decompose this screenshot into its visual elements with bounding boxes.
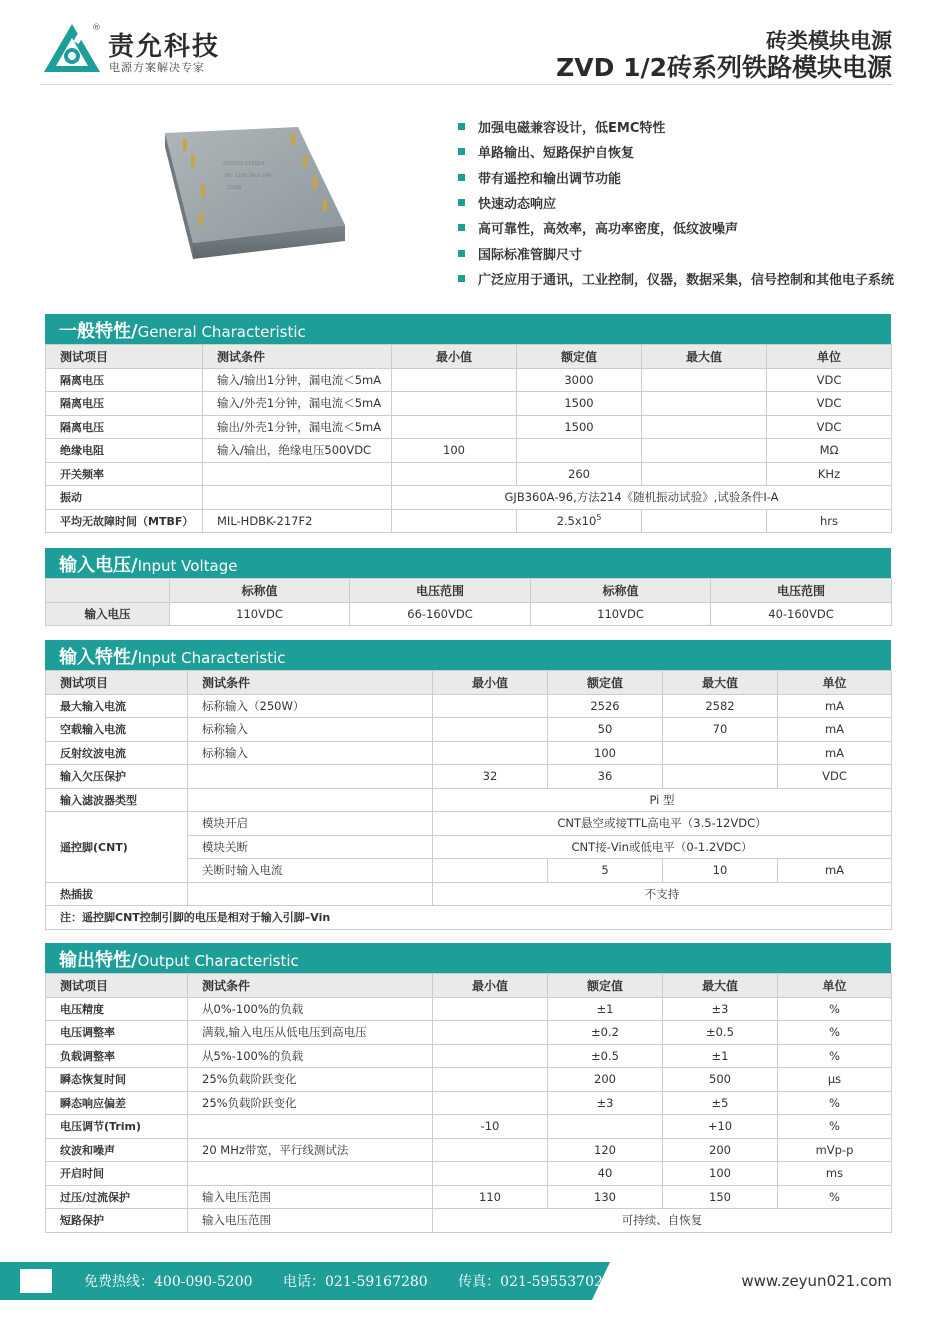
general-characteristic-section [45,314,891,533]
output-characteristic-section [45,943,891,1233]
section-header [45,640,891,670]
table-row: 最大输入电流 标称输入（250W） 2526 2582 mA [46,694,892,718]
input-voltage-table [45,578,892,626]
bullet-icon [458,275,465,282]
table-row: 负载调整率 从5%-100%的负载 ±0.5 ±1 % [46,1044,892,1068]
product-module-image [163,125,348,260]
section-title: 输入特性/Input Characteristic [59,647,286,668]
fax-text: 传真：021-59553702 [458,1274,603,1290]
bullet-icon [458,250,465,257]
table-header-row: 测试项目 测试条件 最小值 额定值 最大值 单位 [46,671,892,695]
table-row: 隔离电压 输入/外壳1分钟，漏电流＜5mA 1500 VDC [46,392,892,416]
website-link[interactable]: www.zeyun021.com [741,1272,892,1290]
input-voltage-section [45,548,891,626]
footer-contacts [84,1271,629,1291]
section-title: 一般特性/General Characteristic [59,321,306,342]
table-row: 绝缘电阻 输入/输出，绝缘电压500VDC 100 MΩ [46,439,892,463]
brand-name: 责允科技 [108,32,221,62]
table-row: 输入电压 110VDC 66-160VDC 110VDC 40-160VDC [46,602,892,626]
table-row: 平均无故障时间（MTBF） MIL-HDBK-217F2 $2.5x10^5$ hrs [46,509,892,533]
table-row: 过压/过流保护 输入电压范围 110 130 150 % [46,1185,892,1209]
section-header [45,314,891,344]
table-row: 模块关断 CNT接-Vin或低电平（0-1.2VDC） [46,835,892,859]
feature-item: 高可靠性，高效率，高功率密度，低纹波噪声 [458,215,894,240]
table-row: 热插拔 不支持 [46,882,892,906]
table-row: 空载输入电流 标称输入 50 70 mA [46,718,892,742]
svg-text:250W: 250W [227,185,242,191]
product-title: ZVD 1/2砖系列铁路模块电源 [556,53,892,82]
table-row: 遥控脚(CNT) 模块开启 CNT悬空或接TTL高电平（3.5-12VDC） [46,812,892,836]
output-characteristic-table [45,973,892,1233]
table-header-row: 标称值 电压范围 标称值 电压范围 [46,579,892,603]
bullet-icon [458,224,465,231]
table-row: 输入欠压保护 32 36 VDC [46,765,892,789]
table-row: 电压调节(Trim) -10 +10 % [46,1115,892,1139]
table-row: 电压精度 从0%-100%的负载 ±1 ±3 % [46,997,892,1021]
section-header [45,548,891,578]
table-row: 关断时输入电流 5 10 mA [46,859,892,883]
bullet-icon [458,174,465,181]
feature-item: 国际标准管脚尺寸 [458,240,894,265]
table-row: 振动 GJB360A-96,方法214《随机振动试验》,试验条件I-A [46,486,892,510]
bullet-icon [458,148,465,155]
registered-mark: ® [92,23,101,33]
header-divider [40,84,893,85]
section-header [45,943,891,973]
section-title: 输入电压/Input Voltage [59,555,238,576]
feature-item: 快速动态响应 [458,190,894,215]
svg-text:ZVD250-110S24: ZVD250-110S24 [223,161,265,167]
hotline-text: 免费热线：400-090-5200 [84,1274,253,1290]
bullet-icon [458,123,465,130]
general-table [45,344,892,533]
table-row: 隔离电压 输出/外壳1分钟，漏电流＜5mA 1500 VDC [46,415,892,439]
table-row: 开启时间 40 100 ms [46,1162,892,1186]
table-row: 反射纹波电流 标称输入 100 mA [46,741,892,765]
feature-list [458,114,894,291]
svg-text:Vin 110V Vout 24V: Vin 110V Vout 24V [225,173,272,179]
feature-item: 加强电磁兼容设计，低EMC特性 [458,114,894,139]
input-characteristic-section [45,640,891,930]
table-row: 电压调整率 满载,输入电压从低电压到高电压 ±0.2 ±0.5 % [46,1021,892,1045]
table-header-row: 测试项目 测试条件 最小值 额定值 最大值 单位 [46,974,892,998]
table-row: 瞬态响应偏差 25%负载阶跃变化 ±3 ±5 % [46,1091,892,1115]
category-title: 砖类模块电源 [766,29,892,53]
bullet-icon [458,199,465,206]
feature-item: 广泛应用于通讯，工业控制，仪器，数据采集，信号控制和其他电子系统 [458,266,894,291]
page-header [0,0,935,90]
brand-slogan: 电源方案解决专家 [109,61,205,74]
page-footer [0,1262,935,1300]
table-row: 短路保护 输入电压范围 可持续、自恢复 [46,1209,892,1233]
table-header-row: 测试项目 测试条件 最小值 额定值 最大值 单位 [46,345,892,369]
input-characteristic-table [45,670,892,930]
table-row: 瞬态恢复时间 25%负载阶跃变化 200 500 μs [46,1068,892,1092]
table-row: 隔离电压 输入/输出1分钟，漏电流＜5mA 3000 VDC [46,368,892,392]
section-title: 输出特性/Output Characteristic [59,950,299,971]
table-row: 开关频率 260 KHz [46,462,892,486]
phone-text: 电话：021-59167280 [283,1274,428,1290]
table-note-row: 注：遥控脚CNT控制引脚的电压是相对于输入引脚–Vin [46,906,892,930]
table-row: 输入滤波器类型 Pi 型 [46,788,892,812]
feature-item: 带有遥控和输出调节功能 [458,165,894,190]
table-row: 纹波和噪声 20 MHz带宽，平行线测试法 120 200 mVp-p [46,1138,892,1162]
feature-item: 单路输出、短路保护自恢复 [458,139,894,164]
